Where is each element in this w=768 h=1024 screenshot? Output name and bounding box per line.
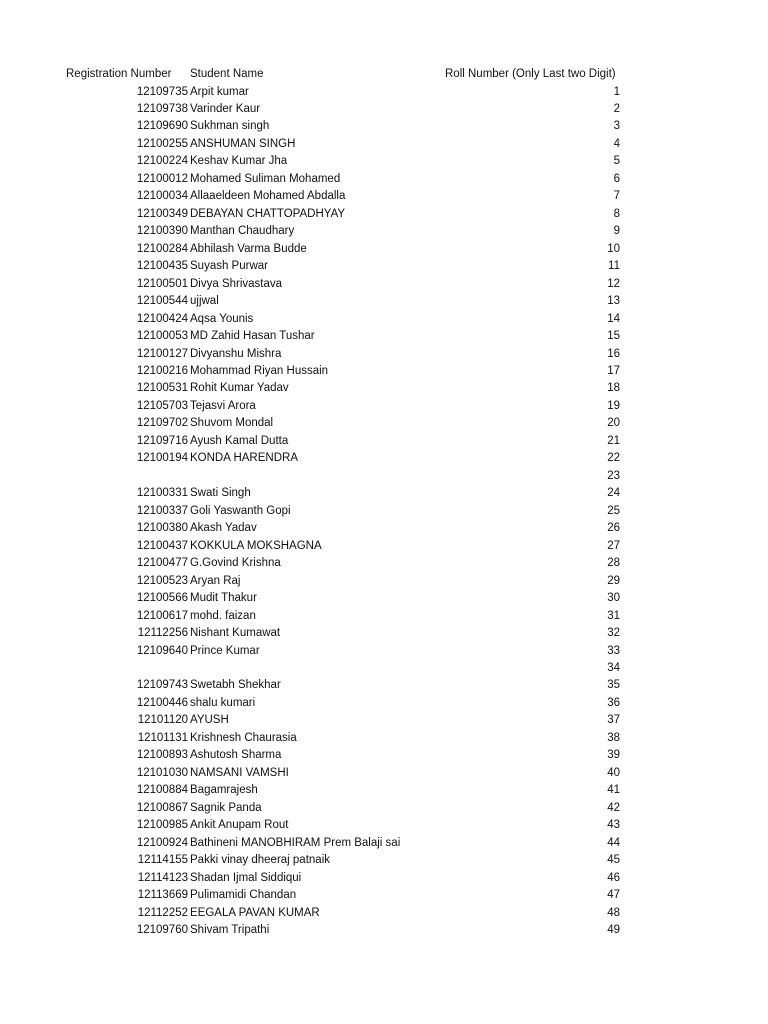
registration-number-cell: 12100477 — [136, 557, 188, 570]
table-row — [0, 922, 768, 939]
roll-number-cell: 26 — [607, 522, 620, 535]
roll-number-cell: 14 — [607, 312, 620, 325]
registration-number-cell: 12100884 — [136, 784, 188, 797]
table-row — [0, 293, 768, 310]
table-row — [0, 625, 768, 642]
table-row — [0, 712, 768, 729]
student-name-cell: Krishnesh Chaurasia — [190, 731, 297, 744]
registration-number-cell: 12100617 — [136, 609, 188, 622]
table-row — [0, 241, 768, 258]
student-name-cell: shalu kumari — [190, 696, 256, 709]
roll-number-cell: 25 — [607, 504, 620, 517]
roll-number-cell: 28 — [607, 557, 620, 570]
roll-number-cell: 27 — [607, 539, 620, 552]
roll-number-cell: 13 — [607, 295, 620, 308]
registration-number-cell: 12100435 — [136, 260, 188, 273]
roll-number-cell: 1 — [613, 85, 620, 98]
student-name-cell: Aqsa Younis — [190, 312, 254, 325]
table-row — [0, 101, 768, 118]
registration-number-cell: 12100501 — [136, 277, 188, 290]
roll-number-cell: 3 — [613, 120, 620, 133]
table-row — [0, 765, 768, 782]
roll-number-cell: 38 — [607, 731, 620, 744]
header-roll-number: Roll Number (Only Last two Digit) — [445, 68, 616, 80]
student-name-cell: AYUSH — [190, 714, 229, 727]
registration-number-cell: 12112252 — [137, 906, 188, 919]
student-name-cell: Aryan Raj — [190, 574, 241, 587]
registration-number-cell: 12113669 — [137, 889, 188, 902]
student-name-cell: Bathineni MANOBHIRAM Prem Balaji sai — [190, 836, 401, 849]
student-name-cell: Shivam Tripathi — [190, 924, 270, 937]
registration-number-cell: 12109738 — [136, 102, 188, 115]
registration-number-cell: 12100255 — [136, 137, 188, 150]
roll-number-cell: 47 — [607, 889, 620, 902]
table-row — [0, 276, 768, 293]
student-name-cell: Nishant Kumawat — [190, 627, 281, 640]
roll-number-cell: 2 — [613, 102, 620, 115]
table-row — [0, 817, 768, 834]
registration-number-cell: 12100194 — [136, 452, 188, 465]
registration-number-cell: 12109735 — [136, 85, 188, 98]
registration-number-cell: 12100437 — [136, 539, 188, 552]
table-row — [0, 188, 768, 205]
student-name-cell: Keshav Kumar Jha — [190, 155, 288, 168]
roll-number-cell: 8 — [613, 207, 620, 220]
table-row — [0, 887, 768, 904]
student-name-cell: Abhilash Varma Budde — [190, 242, 307, 255]
table-row — [0, 311, 768, 328]
table-row — [0, 730, 768, 747]
student-name-cell: Swetabh Shekhar — [190, 679, 281, 692]
table-row — [0, 206, 768, 223]
registration-number-cell: 12109640 — [136, 644, 188, 657]
roll-number-cell: 35 — [607, 679, 620, 692]
student-name-cell: MD Zahid Hasan Tushar — [190, 330, 315, 343]
roll-number-cell: 22 — [607, 452, 620, 465]
table-row — [0, 153, 768, 170]
student-name-cell: Rohit Kumar Yadav — [190, 382, 289, 395]
registration-number-cell: 12100053 — [136, 330, 188, 343]
registration-number-cell: 12101030 — [136, 766, 188, 779]
registration-number-cell: 12100127 — [136, 347, 188, 360]
roll-number-cell: 46 — [607, 871, 620, 884]
registration-number-cell: 12100924 — [136, 836, 188, 849]
student-name-cell: Manthan Chaudhary — [190, 225, 295, 238]
roll-number-cell: 11 — [608, 260, 620, 273]
table-row — [0, 223, 768, 240]
registration-number-cell: 12100893 — [136, 749, 188, 762]
table-row — [0, 328, 768, 345]
roll-number-cell: 37 — [607, 714, 620, 727]
table-row — [0, 677, 768, 694]
student-name-cell: Sagnik Panda — [190, 801, 262, 814]
roll-number-cell: 19 — [607, 399, 620, 412]
registration-number-cell: 12100424 — [136, 312, 188, 325]
registration-number-cell: 12109702 — [136, 417, 188, 430]
registration-number-cell: 12100012 — [136, 172, 188, 185]
table-row — [0, 590, 768, 607]
roll-number-cell: 31 — [607, 609, 620, 622]
roll-number-cell: 30 — [607, 592, 620, 605]
table-row — [0, 747, 768, 764]
registration-number-cell: 12100224 — [136, 155, 188, 168]
roll-number-cell: 41 — [607, 784, 620, 797]
table-row — [0, 660, 768, 677]
roll-number-cell: 16 — [607, 347, 620, 360]
student-name-cell: Mudit Thakur — [190, 592, 257, 605]
student-name-cell: Divya Shrivastava — [190, 277, 283, 290]
roll-number-cell: 18 — [607, 382, 620, 395]
student-name-cell: Tejasvi Arora — [190, 399, 256, 412]
roll-number-cell: 20 — [607, 417, 620, 430]
table-row — [0, 363, 768, 380]
table-row — [0, 118, 768, 135]
roll-number-cell: 49 — [607, 924, 620, 937]
student-name-cell: Suyash Purwar — [190, 260, 268, 273]
roll-number-cell: 9 — [613, 225, 620, 238]
registration-number-cell: 12100331 — [136, 487, 188, 500]
student-name-cell: Shadan Ijmal Siddiqui — [190, 871, 302, 884]
table-row — [0, 520, 768, 537]
student-name-cell: Prince Kumar — [190, 644, 260, 657]
registration-number-cell: 12100390 — [136, 225, 188, 238]
table-row — [0, 346, 768, 363]
roll-number-cell: 39 — [607, 749, 620, 762]
registration-number-cell: 12112256 — [137, 627, 188, 640]
student-name-cell: Pakki vinay dheeraj patnaik — [190, 854, 330, 867]
table-row — [0, 258, 768, 275]
table-row — [0, 398, 768, 415]
student-name-cell: ujjwal — [190, 295, 219, 308]
registration-number-cell: 12100446 — [136, 696, 188, 709]
student-name-cell: Sukhman singh — [190, 120, 270, 133]
student-name-cell: Bagamrajesh — [190, 784, 258, 797]
registration-number-cell: 12100523 — [136, 574, 188, 587]
roll-number-cell: 15 — [607, 330, 620, 343]
roll-number-cell: 36 — [607, 696, 620, 709]
student-name-cell: Swati Singh — [190, 487, 251, 500]
table-row — [0, 503, 768, 520]
table-row — [0, 380, 768, 397]
registration-number-cell: 12100531 — [136, 382, 188, 395]
roll-number-cell: 23 — [607, 469, 620, 482]
roll-number-cell: 34 — [607, 662, 620, 674]
roll-number-cell: 21 — [607, 434, 620, 447]
registration-number-cell: 12100284 — [136, 242, 188, 255]
registration-number-cell: 12105703 — [136, 399, 188, 412]
student-name-cell: Varinder Kaur — [190, 102, 261, 115]
student-name-cell: Ankit Anupam Rout — [190, 819, 289, 832]
student-name-cell: G.Govind Krishna — [190, 557, 281, 570]
registration-number-cell: 12109743 — [136, 679, 188, 692]
student-name-cell: Divyanshu Mishra — [190, 347, 282, 360]
roll-number-cell: 7 — [613, 190, 620, 203]
student-name-cell: Mohammad Riyan Hussain — [190, 365, 329, 378]
table-row — [0, 870, 768, 887]
roll-number-cell: 6 — [613, 172, 620, 185]
roll-number-cell: 48 — [607, 906, 620, 919]
student-name-cell: DEBAYAN CHATTOPADHYAY — [190, 207, 346, 220]
table-row — [0, 136, 768, 153]
student-name-cell: NAMSANI VAMSHI — [190, 766, 289, 779]
table-row — [0, 608, 768, 625]
table-row — [0, 415, 768, 432]
registration-number-cell: 12109760 — [136, 924, 188, 937]
table-row — [0, 573, 768, 590]
table-row — [0, 555, 768, 572]
roll-number-cell: 4 — [613, 137, 620, 150]
student-name-cell: EEGALA PAVAN KUMAR — [190, 906, 320, 919]
roll-number-cell: 33 — [607, 644, 620, 657]
header-registration-number: Registration Number — [66, 68, 172, 80]
student-name-cell: Arpit kumar — [190, 85, 249, 98]
roll-number-cell: 12 — [607, 277, 620, 290]
roll-number-cell: 42 — [607, 801, 620, 814]
registration-number-cell: 12100349 — [136, 207, 188, 220]
student-name-cell: Ayush Kamal Dutta — [190, 434, 289, 447]
student-name-cell: KONDA HARENDRA — [190, 452, 298, 465]
table-row — [0, 643, 768, 660]
student-name-cell: KOKKULA MOKSHAGNA — [190, 539, 322, 552]
registration-number-cell: 12101131 — [137, 731, 188, 744]
table-row — [0, 485, 768, 502]
table-row — [0, 468, 768, 485]
table-row — [0, 538, 768, 555]
roll-number-cell: 45 — [607, 854, 620, 867]
table-row — [0, 450, 768, 467]
student-name-cell: mohd. faizan — [190, 609, 256, 622]
student-name-cell: Ashutosh Sharma — [190, 749, 282, 762]
roll-number-cell: 43 — [607, 819, 620, 832]
registration-number-cell: 12100867 — [136, 801, 188, 814]
registration-number-cell: 12100544 — [136, 295, 188, 308]
roll-number-cell: 10 — [607, 242, 620, 255]
table-row — [0, 905, 768, 922]
registration-number-cell: 12109716 — [136, 434, 188, 447]
registration-number-cell: 12100337 — [136, 504, 188, 517]
student-name-cell: Akash Yadav — [190, 522, 257, 535]
registration-number-cell: 12114123 — [137, 871, 188, 884]
roll-number-cell: 44 — [607, 836, 620, 849]
registration-number-cell: 12100985 — [136, 819, 188, 832]
table-row — [0, 852, 768, 869]
table-row — [0, 835, 768, 852]
student-name-cell: Pulimamidi Chandan — [190, 889, 297, 902]
registration-number-cell: 12109690 — [136, 120, 188, 133]
registration-number-cell: 12101120 — [137, 714, 188, 727]
student-name-cell: Mohamed Suliman Mohamed — [190, 172, 341, 185]
roll-number-cell: 32 — [607, 627, 620, 640]
table-row — [0, 433, 768, 450]
roll-number-cell: 40 — [607, 766, 620, 779]
registration-number-cell: 12100034 — [136, 190, 188, 203]
registration-number-cell: 12100380 — [136, 522, 188, 535]
student-name-cell: Goli Yaswanth Gopi — [190, 504, 291, 517]
roll-number-cell: 5 — [613, 155, 620, 168]
roll-number-cell: 24 — [607, 487, 620, 500]
table-row — [0, 782, 768, 799]
header-student-name: Student Name — [190, 68, 264, 80]
table-row — [0, 695, 768, 712]
roll-number-cell: 29 — [607, 574, 620, 587]
student-name-cell: ANSHUMAN SINGH — [190, 137, 296, 150]
table-row — [0, 84, 768, 101]
table-row — [0, 171, 768, 188]
registration-number-cell: 12100216 — [136, 365, 188, 378]
roll-number-cell: 17 — [607, 365, 620, 378]
registration-number-cell: 12100566 — [136, 592, 188, 605]
registration-number-cell: 12114155 — [137, 854, 188, 867]
student-name-cell: Allaaeldeen Mohamed Abdalla — [190, 190, 346, 203]
table-row — [0, 800, 768, 817]
student-name-cell: Shuvom Mondal — [190, 417, 274, 430]
